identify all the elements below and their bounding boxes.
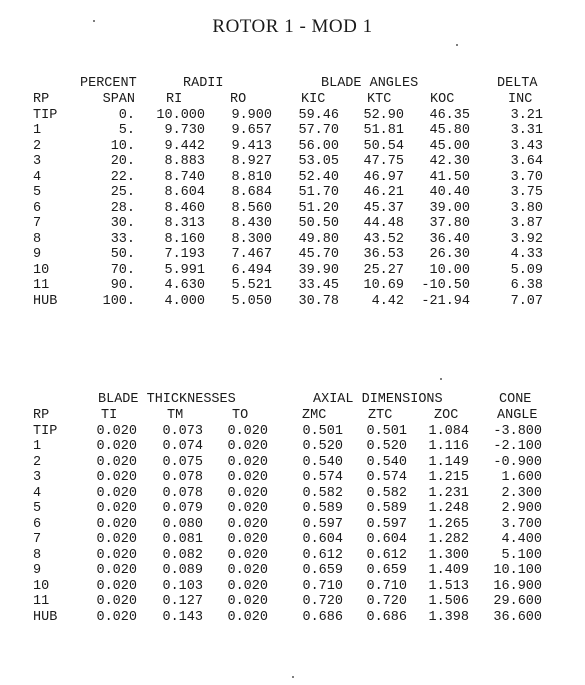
cell-to: 0.020 xyxy=(227,578,268,594)
cell-rp: HUB xyxy=(33,609,58,625)
cell-ztc: 0.501 xyxy=(366,423,407,439)
cell-ztc: 0.597 xyxy=(366,516,407,532)
cell-delta: 3.31 xyxy=(510,123,543,138)
cell-ro: 7.467 xyxy=(231,247,272,262)
cell-koc: 40.40 xyxy=(429,185,470,200)
cell-koc: 46.35 xyxy=(429,107,470,123)
cell-ti: 0.020 xyxy=(96,454,137,470)
cell-zoc: 1.231 xyxy=(428,485,469,501)
cell-rp: 2 xyxy=(33,454,42,470)
cell-koc: 45.80 xyxy=(429,123,470,138)
cell-ktc: 46.21 xyxy=(363,185,404,200)
table-row xyxy=(0,517,585,533)
col-header-ro: RO xyxy=(230,92,247,107)
cell-ktc: 45.37 xyxy=(363,200,404,216)
cell-ti: 0.020 xyxy=(96,547,137,563)
cell-zmc: 0.604 xyxy=(302,532,343,547)
cell-ti: 0.020 xyxy=(96,423,137,439)
cell-ri: 8.160 xyxy=(164,231,205,247)
cell-kic: 30.78 xyxy=(298,293,339,309)
cell-ktc: 25.27 xyxy=(363,262,404,278)
cell-ti: 0.020 xyxy=(96,470,137,485)
table2-column-header-row xyxy=(0,408,585,424)
cell-zmc: 0.659 xyxy=(302,563,343,578)
cell-ztc: 0.710 xyxy=(366,578,407,594)
col-header-ktc: KTC xyxy=(367,92,392,107)
cell-ztc: 0.574 xyxy=(366,470,407,485)
cell-to: 0.020 xyxy=(227,501,268,516)
cell-ri: 8.883 xyxy=(164,154,205,169)
cell-rp: 2 xyxy=(33,138,42,154)
cell-koc: 39.00 xyxy=(429,200,470,216)
table-row xyxy=(0,170,585,186)
cell-rp: 7 xyxy=(33,532,42,547)
cell-koc: 10.00 xyxy=(429,262,470,278)
cell-delta: 6.38 xyxy=(510,278,543,293)
cell-to: 0.020 xyxy=(227,532,268,547)
table-row xyxy=(0,501,585,517)
cell-span: 70. xyxy=(110,262,135,278)
cell-zoc: 1.300 xyxy=(428,547,469,563)
thickness-axial-table xyxy=(0,392,585,625)
cell-ri: 7.193 xyxy=(164,247,205,262)
cell-ro: 5.050 xyxy=(231,293,272,309)
cell-to: 0.020 xyxy=(227,609,268,625)
cell-delta: 3.43 xyxy=(510,138,543,154)
cell-zmc: 0.574 xyxy=(302,470,343,485)
cell-to: 0.020 xyxy=(227,485,268,501)
cell-ktc: 50.54 xyxy=(363,138,404,154)
cell-koc: 37.80 xyxy=(429,216,470,231)
table-row xyxy=(0,455,585,471)
cell-rp: 10 xyxy=(33,578,50,594)
cell-ri: 5.991 xyxy=(164,262,205,278)
table-row xyxy=(0,123,585,139)
scan-speck xyxy=(456,44,458,46)
cell-span: 100. xyxy=(102,293,135,309)
table2-body xyxy=(0,424,585,626)
cell-delta: 3.87 xyxy=(510,216,543,231)
col-header-zoc: ZOC xyxy=(434,408,459,423)
cell-ro: 6.494 xyxy=(231,262,272,278)
cell-tm: 0.127 xyxy=(162,594,203,609)
cell-rp: 11 xyxy=(33,594,50,609)
cell-delta: 3.92 xyxy=(510,231,543,247)
cell-zoc: 1.506 xyxy=(428,594,469,609)
cell-zoc: 1.116 xyxy=(428,439,469,454)
cell-ztc: 0.720 xyxy=(366,594,407,609)
cell-koc: -21.94 xyxy=(421,293,470,309)
cell-cone: -2.100 xyxy=(493,439,542,454)
cell-tm: 0.089 xyxy=(162,563,203,578)
group-header-cone: CONE xyxy=(499,392,532,407)
group-header-radii: RADII xyxy=(183,76,224,91)
cell-span: 5. xyxy=(118,123,135,138)
cell-delta: 3.21 xyxy=(510,107,543,123)
cell-rp: 7 xyxy=(33,216,42,231)
cell-ri: 4.630 xyxy=(164,278,205,293)
cell-cone: 10.100 xyxy=(493,563,542,578)
table-row xyxy=(0,201,585,217)
cell-ro: 8.684 xyxy=(231,185,272,200)
scan-speck xyxy=(292,676,294,678)
cell-kic: 50.50 xyxy=(298,216,339,231)
cell-koc: 42.30 xyxy=(429,154,470,169)
cell-tm: 0.080 xyxy=(162,516,203,532)
cell-rp: 9 xyxy=(33,247,42,262)
col-header-rp: RP xyxy=(33,408,50,423)
table-row xyxy=(0,424,585,440)
col-header-inc: INC xyxy=(508,92,533,107)
cell-delta: 3.64 xyxy=(510,154,543,169)
cell-ktc: 36.53 xyxy=(363,247,404,262)
cell-span: 50. xyxy=(110,247,135,262)
cell-span: 25. xyxy=(110,185,135,200)
cell-tm: 0.079 xyxy=(162,501,203,516)
cell-ro: 8.927 xyxy=(231,154,272,169)
cell-to: 0.020 xyxy=(227,454,268,470)
cell-ktc: 43.52 xyxy=(363,231,404,247)
cell-kic: 59.46 xyxy=(298,107,339,123)
group-header-axial-dimensions: AXIAL DIMENSIONS xyxy=(313,392,443,407)
cell-ro: 5.521 xyxy=(231,278,272,293)
cell-cone: 29.600 xyxy=(493,594,542,609)
cell-rp: 10 xyxy=(33,262,50,278)
cell-tm: 0.081 xyxy=(162,532,203,547)
cell-delta: 7.07 xyxy=(510,293,543,309)
cell-ti: 0.020 xyxy=(96,501,137,516)
cell-span: 33. xyxy=(110,231,135,247)
cell-cone: 4.400 xyxy=(501,532,542,547)
cell-ri: 8.460 xyxy=(164,200,205,216)
cell-kic: 56.00 xyxy=(298,138,339,154)
table-row xyxy=(0,278,585,294)
cell-ti: 0.020 xyxy=(96,594,137,609)
cell-kic: 52.40 xyxy=(298,169,339,185)
cell-koc: -10.50 xyxy=(421,278,470,293)
page-title: ROTOR 1 - MOD 1 xyxy=(212,16,373,37)
cell-kic: 49.80 xyxy=(298,231,339,247)
cell-rp: 11 xyxy=(33,278,50,293)
cell-span: 90. xyxy=(110,278,135,293)
cell-koc: 36.40 xyxy=(429,231,470,247)
cell-tm: 0.073 xyxy=(162,423,203,439)
table-row xyxy=(0,216,585,232)
cell-cone: 2.300 xyxy=(501,485,542,501)
cell-ztc: 0.582 xyxy=(366,485,407,501)
cell-to: 0.020 xyxy=(227,470,268,485)
cell-zoc: 1.513 xyxy=(428,578,469,594)
cell-span: 0. xyxy=(118,107,135,123)
cell-zmc: 0.612 xyxy=(302,547,343,563)
table-row xyxy=(0,185,585,201)
cell-delta: 3.80 xyxy=(510,200,543,216)
col-header-zmc: ZMC xyxy=(302,408,327,423)
cell-rp: 8 xyxy=(33,231,42,247)
table-row xyxy=(0,247,585,263)
cell-rp: 6 xyxy=(33,516,42,532)
cell-zmc: 0.582 xyxy=(302,485,343,501)
cell-ri: 9.442 xyxy=(164,138,205,154)
cell-zoc: 1.265 xyxy=(428,516,469,532)
cell-ktc: 51.81 xyxy=(363,123,404,138)
cell-cone: 36.600 xyxy=(493,609,542,625)
table-row xyxy=(0,563,585,579)
cell-koc: 41.50 xyxy=(429,169,470,185)
cell-tm: 0.078 xyxy=(162,485,203,501)
cell-ktc: 4.42 xyxy=(371,293,404,309)
cell-rp: 4 xyxy=(33,169,42,185)
cell-tm: 0.082 xyxy=(162,547,203,563)
cell-kic: 39.90 xyxy=(298,262,339,278)
cell-to: 0.020 xyxy=(227,423,268,439)
cell-rp: 5 xyxy=(33,185,42,200)
cell-ti: 0.020 xyxy=(96,609,137,625)
cell-cone: -3.800 xyxy=(493,423,542,439)
cell-rp: HUB xyxy=(33,293,58,309)
cell-to: 0.020 xyxy=(227,594,268,609)
cell-span: 30. xyxy=(110,216,135,231)
cell-rp: 8 xyxy=(33,547,42,563)
cell-ti: 0.020 xyxy=(96,439,137,454)
table-row xyxy=(0,232,585,248)
table-row xyxy=(0,439,585,455)
cell-zmc: 0.540 xyxy=(302,454,343,470)
cell-zoc: 1.215 xyxy=(428,470,469,485)
table-row xyxy=(0,263,585,279)
cell-kic: 53.05 xyxy=(298,154,339,169)
cell-cone: 16.900 xyxy=(493,578,542,594)
cell-cone: 3.700 xyxy=(501,516,542,532)
cell-ri: 4.000 xyxy=(164,293,205,309)
cell-tm: 0.074 xyxy=(162,439,203,454)
cell-ri: 8.604 xyxy=(164,185,205,200)
col-header-kic: KIC xyxy=(301,92,326,107)
cell-zmc: 0.589 xyxy=(302,501,343,516)
col-header-to: TO xyxy=(232,408,249,423)
table-row xyxy=(0,610,585,626)
cell-rp: 4 xyxy=(33,485,42,501)
group-header-percent: PERCENT xyxy=(80,76,137,91)
cell-cone: 5.100 xyxy=(501,547,542,563)
table-row xyxy=(0,294,585,310)
cell-zmc: 0.710 xyxy=(302,578,343,594)
cell-zmc: 0.720 xyxy=(302,594,343,609)
cell-ti: 0.020 xyxy=(96,485,137,501)
cell-ktc: 47.75 xyxy=(363,154,404,169)
cell-kic: 45.70 xyxy=(298,247,339,262)
cell-ztc: 0.540 xyxy=(366,454,407,470)
col-header-koc: KOC xyxy=(430,92,455,107)
scan-speck xyxy=(93,20,95,22)
cell-kic: 33.45 xyxy=(298,278,339,293)
table2-group-header-row xyxy=(0,392,585,408)
cell-zoc: 1.282 xyxy=(428,532,469,547)
cell-ri: 9.730 xyxy=(164,123,205,138)
cell-zoc: 1.084 xyxy=(428,423,469,439)
cell-rp: 3 xyxy=(33,154,42,169)
cell-rp: 1 xyxy=(33,439,42,454)
cell-cone: 2.900 xyxy=(501,501,542,516)
cell-ktc: 10.69 xyxy=(363,278,404,293)
col-header-rp: RP xyxy=(33,92,50,107)
cell-ztc: 0.520 xyxy=(366,439,407,454)
cell-rp: 3 xyxy=(33,470,42,485)
cell-zmc: 0.597 xyxy=(302,516,343,532)
cell-span: 10. xyxy=(110,138,135,154)
cell-ztc: 0.589 xyxy=(366,501,407,516)
cell-delta: 3.70 xyxy=(510,169,543,185)
col-header-tm: TM xyxy=(167,408,184,423)
cell-ktc: 44.48 xyxy=(363,216,404,231)
cell-to: 0.020 xyxy=(227,516,268,532)
cell-ri: 10.000 xyxy=(156,107,205,123)
table-row xyxy=(0,139,585,155)
col-header-ztc: ZTC xyxy=(368,408,393,423)
cell-rp: 6 xyxy=(33,200,42,216)
table-row xyxy=(0,579,585,595)
cell-rp: TIP xyxy=(33,107,58,123)
cell-tm: 0.103 xyxy=(162,578,203,594)
cell-ro: 8.810 xyxy=(231,169,272,185)
table1-column-header-row xyxy=(0,92,585,108)
cell-ri: 8.740 xyxy=(164,169,205,185)
table1-body xyxy=(0,108,585,310)
cell-ztc: 0.612 xyxy=(366,547,407,563)
cell-delta: 4.33 xyxy=(510,247,543,262)
cell-tm: 0.078 xyxy=(162,470,203,485)
cell-kic: 57.70 xyxy=(298,123,339,138)
cell-ktc: 52.90 xyxy=(363,107,404,123)
table-row xyxy=(0,486,585,502)
cell-ro: 8.300 xyxy=(231,231,272,247)
col-header-angle: ANGLE xyxy=(497,408,538,423)
table1-group-header-row xyxy=(0,76,585,92)
col-header-ri: RI xyxy=(166,92,183,107)
table-row xyxy=(0,154,585,170)
cell-rp: 5 xyxy=(33,501,42,516)
cell-span: 22. xyxy=(110,169,135,185)
cell-to: 0.020 xyxy=(227,563,268,578)
cell-ro: 8.560 xyxy=(231,200,272,216)
cell-ro: 9.657 xyxy=(231,123,272,138)
cell-to: 0.020 xyxy=(227,547,268,563)
table-row xyxy=(0,594,585,610)
cell-ri: 8.313 xyxy=(164,216,205,231)
cell-zmc: 0.520 xyxy=(302,439,343,454)
cell-span: 20. xyxy=(110,154,135,169)
group-header-blade-angles: BLADE ANGLES xyxy=(321,76,419,91)
cell-ti: 0.020 xyxy=(96,578,137,594)
cell-ktc: 46.97 xyxy=(363,169,404,185)
col-header-ti: TI xyxy=(101,408,118,423)
cell-koc: 45.00 xyxy=(429,138,470,154)
cell-rp: TIP xyxy=(33,423,58,439)
table-row xyxy=(0,108,585,124)
cell-ztc: 0.659 xyxy=(366,563,407,578)
cell-zoc: 1.398 xyxy=(428,609,469,625)
cell-kic: 51.70 xyxy=(298,185,339,200)
cell-zoc: 1.248 xyxy=(428,501,469,516)
cell-delta: 3.75 xyxy=(510,185,543,200)
table-row xyxy=(0,532,585,548)
group-header-delta: DELTA xyxy=(497,76,538,91)
cell-ti: 0.020 xyxy=(96,532,137,547)
group-header-blade-thicknesses: BLADE THICKNESSES xyxy=(98,392,236,407)
cell-koc: 26.30 xyxy=(429,247,470,262)
cell-delta: 5.09 xyxy=(510,262,543,278)
cell-ti: 0.020 xyxy=(96,563,137,578)
cell-rp: 1 xyxy=(33,123,42,138)
cell-tm: 0.143 xyxy=(162,609,203,625)
cell-kic: 51.20 xyxy=(298,200,339,216)
cell-zmc: 0.501 xyxy=(302,423,343,439)
table-row xyxy=(0,548,585,564)
cell-ro: 9.900 xyxy=(231,107,272,123)
cell-to: 0.020 xyxy=(227,439,268,454)
cell-ti: 0.020 xyxy=(96,516,137,532)
blade-geometry-table xyxy=(0,76,585,309)
cell-span: 28. xyxy=(110,200,135,216)
cell-zoc: 1.149 xyxy=(428,454,469,470)
col-header-span: SPAN xyxy=(102,92,135,107)
cell-ztc: 0.686 xyxy=(366,609,407,625)
cell-ztc: 0.604 xyxy=(366,532,407,547)
cell-tm: 0.075 xyxy=(162,454,203,470)
cell-ro: 8.430 xyxy=(231,216,272,231)
cell-rp: 9 xyxy=(33,563,42,578)
scan-speck xyxy=(440,378,442,380)
cell-cone: 1.600 xyxy=(501,470,542,485)
cell-zoc: 1.409 xyxy=(428,563,469,578)
table-row xyxy=(0,470,585,486)
cell-zmc: 0.686 xyxy=(302,609,343,625)
cell-cone: -0.900 xyxy=(493,454,542,470)
cell-ro: 9.413 xyxy=(231,138,272,154)
